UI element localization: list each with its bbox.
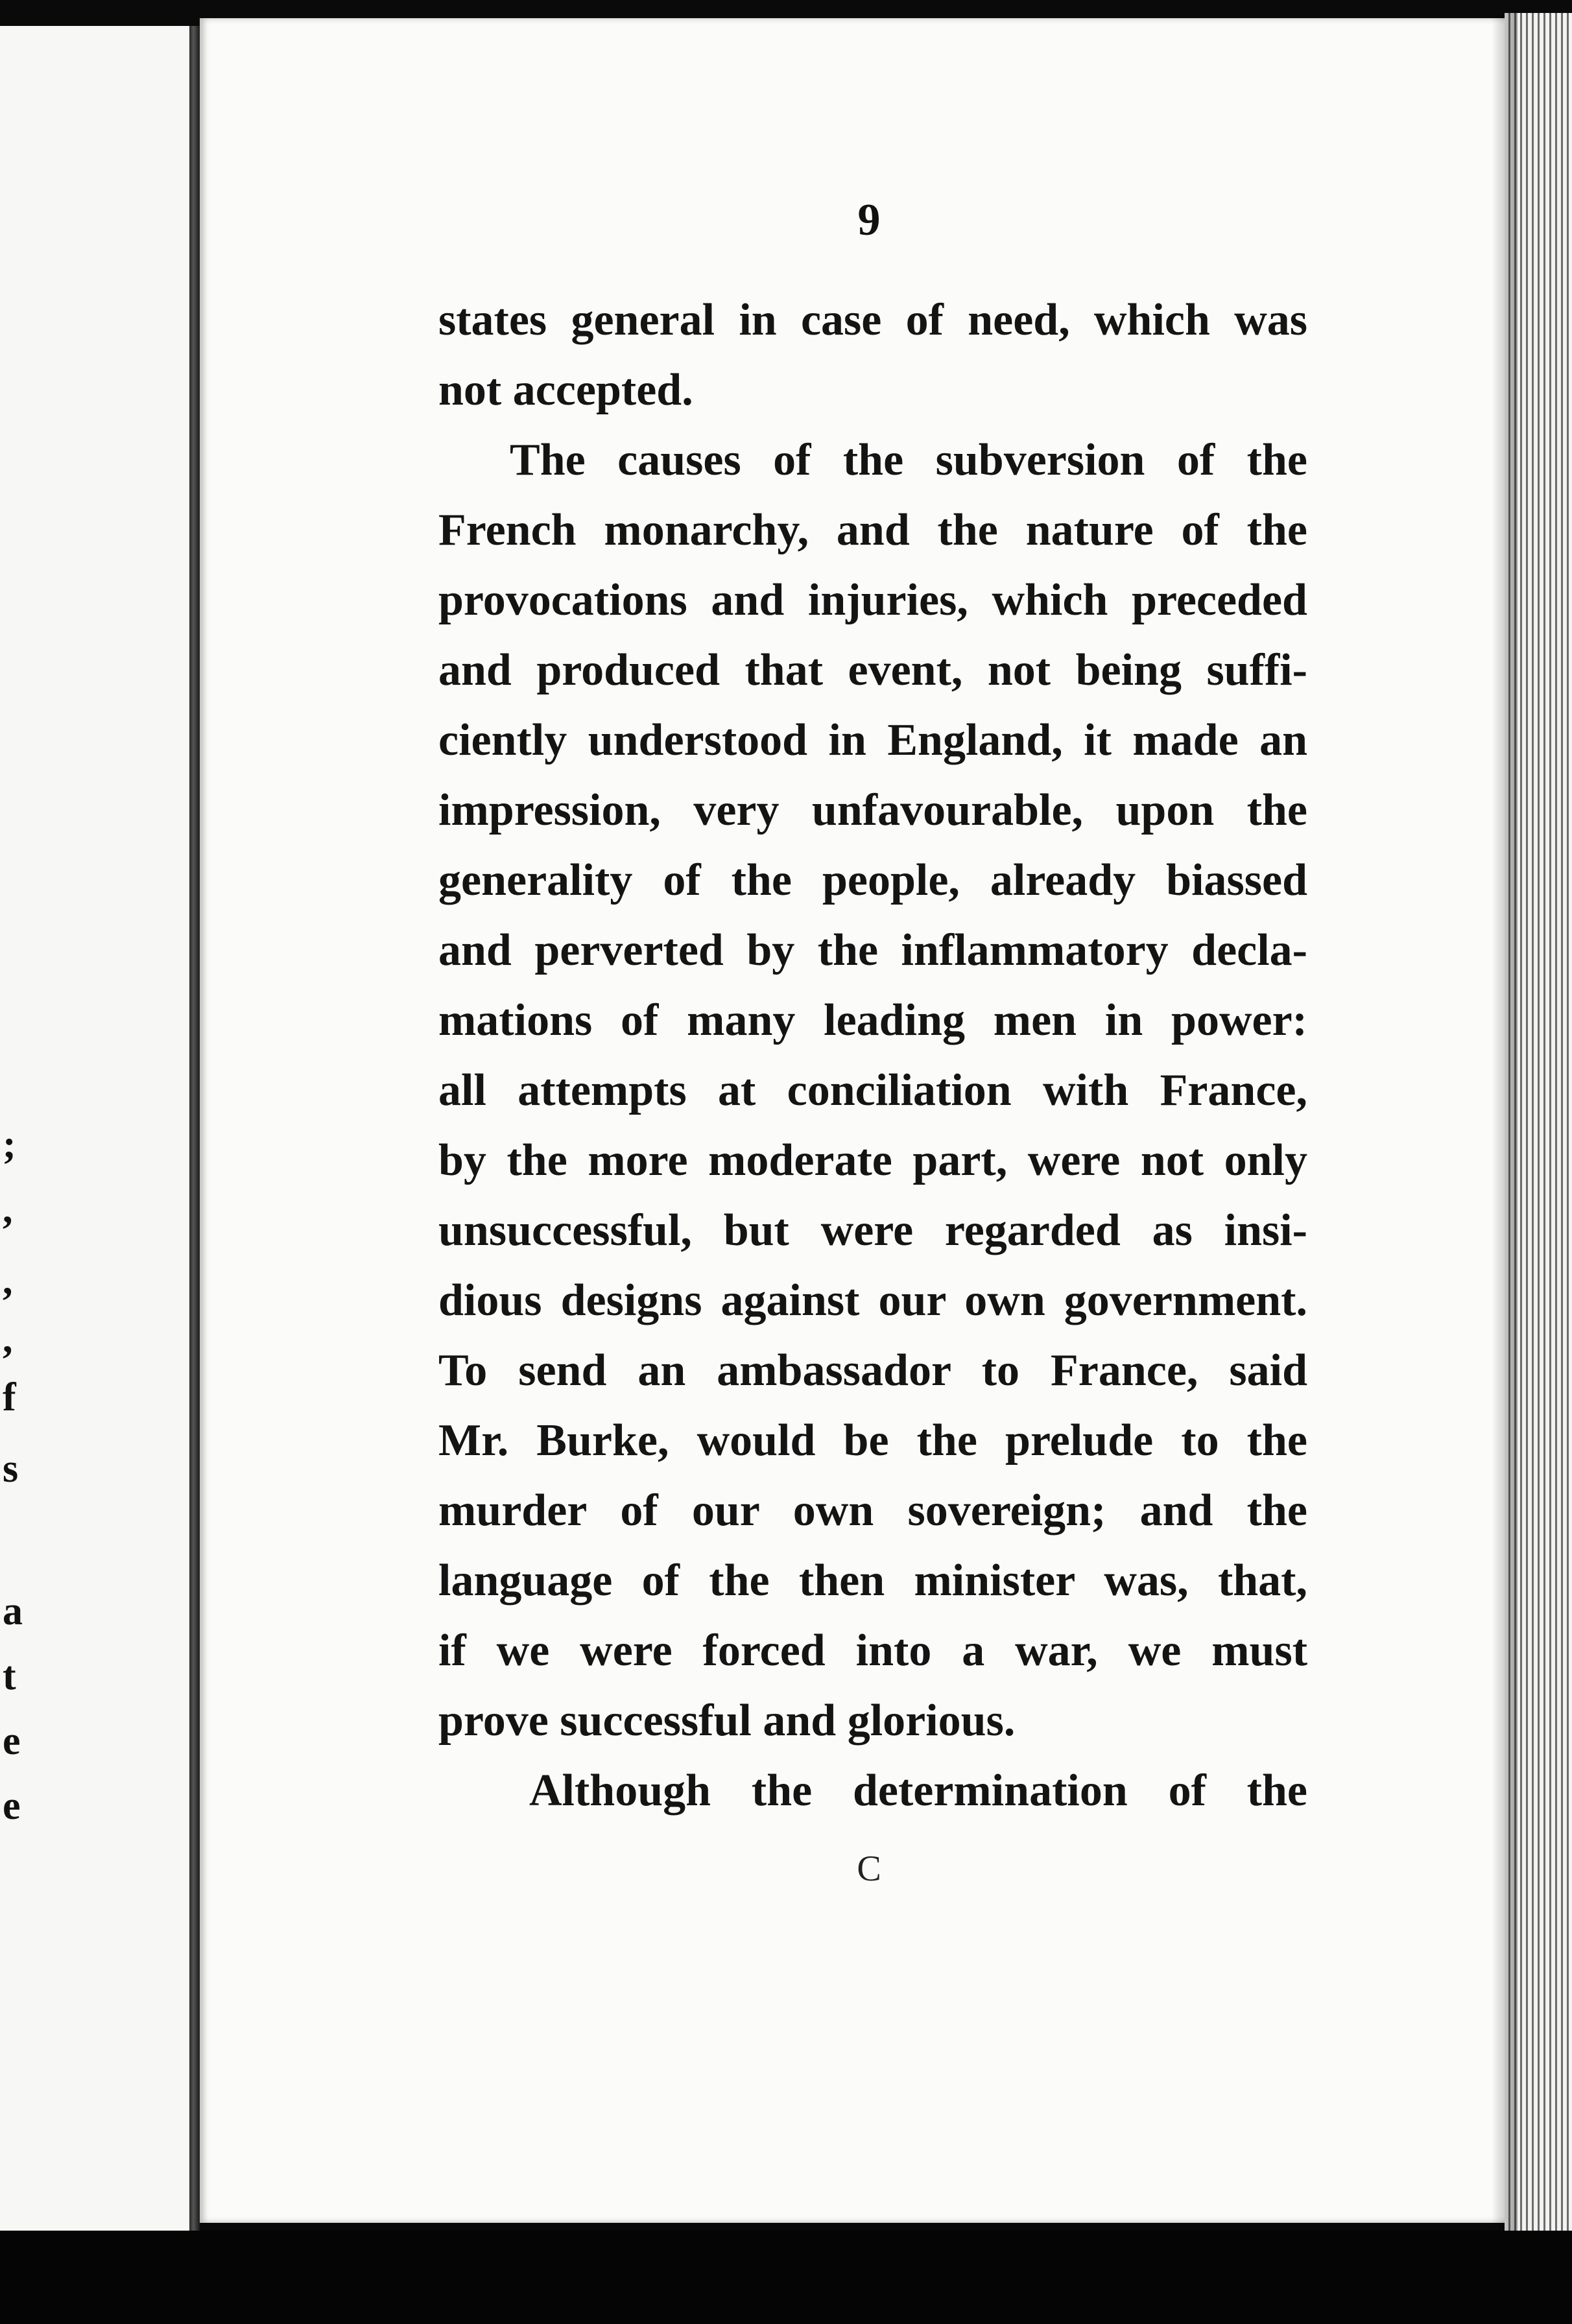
signature-mark: C [857, 1849, 881, 1889]
text-line: To send an ambassador to France, said [438, 1346, 1307, 1395]
text-line: impression, very unfavourable, upon the [438, 785, 1307, 835]
page-edge-shadow [1492, 13, 1518, 2231]
line-ending-fragment: , [3, 1259, 13, 1303]
line-ending-fragment: f [3, 1375, 16, 1419]
page-number: 9 [857, 195, 881, 245]
line-ending-fragment: s [3, 1447, 19, 1491]
text-line: states general in case of need, which was [438, 295, 1307, 345]
text-line: and produced that event, not being suffi- [438, 645, 1307, 695]
paragraph-first-line: The causes of the subversion of the [510, 435, 1307, 485]
previous-page-line-endings [0, 26, 26, 2237]
line-ending-fragment: e [3, 1784, 21, 1828]
text-line: language of the then minister was, that, [438, 1556, 1307, 1606]
text-line: French monarchy, and the nature of the [438, 505, 1307, 555]
line-ending-fragment: , [3, 1187, 13, 1231]
text-line: not accepted. [438, 365, 693, 415]
body-text [438, 285, 1307, 1826]
text-line: unsuccessful, but were regarded as insi- [438, 1205, 1307, 1255]
paragraph-first-line: Although the determination of the [529, 1766, 1307, 1816]
text-line: Mr. Burke, would be the prelude to the [438, 1416, 1307, 1465]
text-line: mations of many leading men in power: [438, 995, 1307, 1045]
line-ending-fragment: a [3, 1589, 23, 1633]
text-line: if we were forced into a war, we must [438, 1626, 1307, 1676]
line-ending-fragment: , [3, 1317, 13, 1361]
text-line: ciently understood in England, it made an [438, 715, 1307, 765]
text-line: murder of our own sovereign; and the [438, 1486, 1307, 1536]
scan-bottom-border [0, 2231, 1572, 2324]
book-gutter [189, 26, 200, 2237]
line-ending-fragment: t [3, 1654, 16, 1698]
text-line: all attempts at conciliation with France, [438, 1065, 1307, 1115]
line-ending-fragment: ; [3, 1122, 16, 1167]
text-line: by the more moderate part, were not only [438, 1135, 1307, 1185]
text-line: and perverted by the inflammatory decla- [438, 925, 1307, 975]
previous-page-fragment [0, 26, 195, 2237]
text-line: generality of the people, already biassed [438, 855, 1307, 905]
line-ending-fragment: e [3, 1719, 21, 1763]
text-line: prove successful and glorious. [438, 1696, 1016, 1746]
text-line: dious designs against our own government. [438, 1275, 1307, 1325]
text-line: provocations and injuries, which preceded [438, 575, 1307, 625]
